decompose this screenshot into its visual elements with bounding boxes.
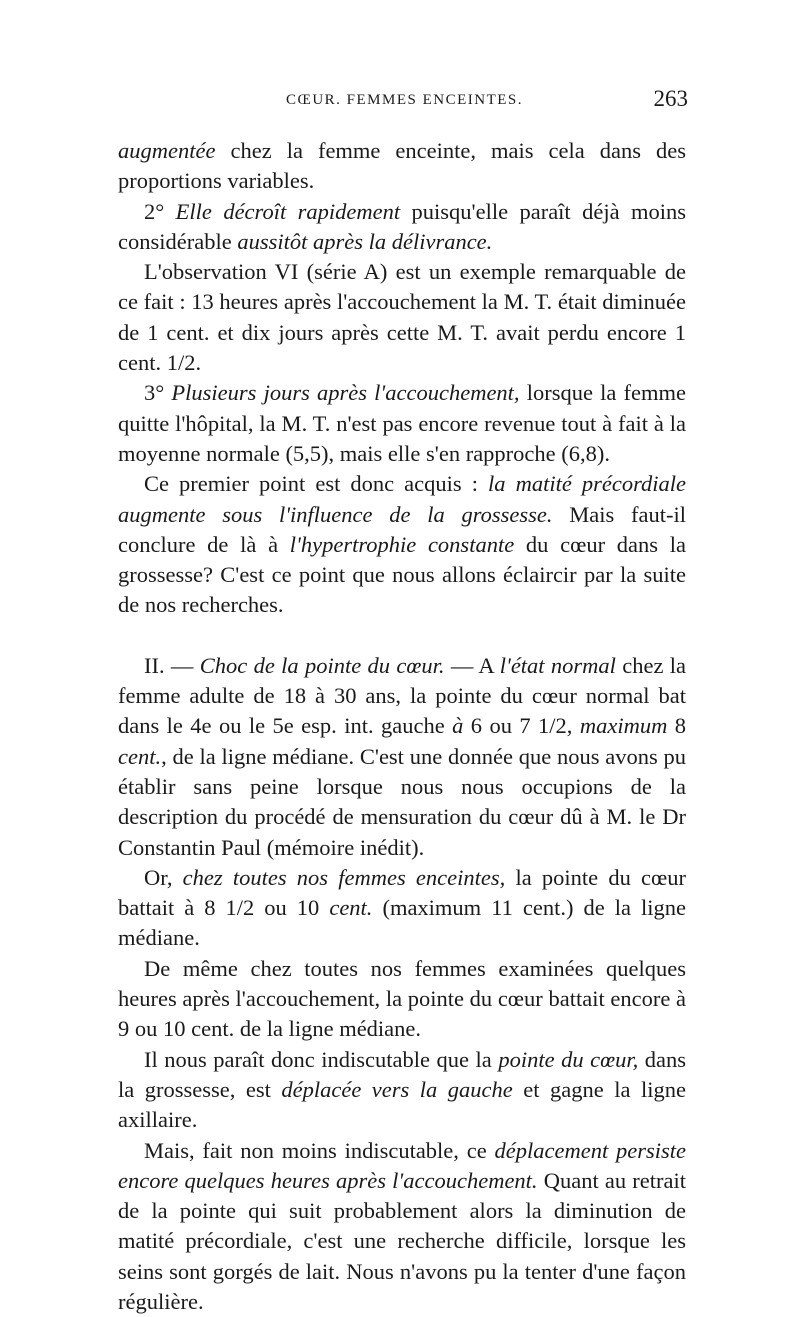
text-run: 6 ou 7 1/2, (463, 713, 579, 738)
paragraph (118, 1045, 686, 1136)
section-heading-paragraph (118, 651, 686, 863)
italic-text: déplacée vers la gauche (281, 1077, 512, 1102)
paragraph (118, 469, 686, 620)
italic-text: aussitôt après la délivrance. (237, 229, 492, 254)
text-run: dans la grossesse, est (118, 1047, 686, 1102)
text-run: Quant au retrait de la pointe qui suit probablement alors la diminution de matité précordiale, c'est une recherche difficile, lorsque les seins sont gorgés de lait. Nous n'avons pu la tenter d'une façon régulière. (118, 1168, 686, 1314)
italic-text: cent. (118, 744, 161, 769)
text-run: la pointe du cœur battait à 8 1/2 ou 10 (118, 865, 686, 920)
italic-text: Plusieurs jours après l'accouchement, (171, 380, 519, 405)
paragraph (118, 1136, 686, 1317)
paragraph (118, 863, 686, 954)
italic-text: chez toutes nos femmes enceintes, (183, 865, 506, 890)
body-text (118, 136, 686, 1317)
italic-text: Elle décroît rapidement (176, 199, 400, 224)
paragraph (118, 378, 686, 469)
text-run: Mais, fait non moins indiscutable, ce (144, 1138, 495, 1163)
paragraph (118, 136, 686, 197)
text-run: chez la femme adulte de 18 à 30 ans, la pointe du cœur normal bat dans le 4e ou le 5e esp. int. gauche (118, 653, 686, 739)
text-run: Or, (144, 865, 183, 890)
text-run: (maximum 11 cent.) de la ligne médiane. (118, 895, 686, 950)
paragraph (118, 197, 686, 258)
text-run: , de la ligne médiane. C'est une donnée que nous avons pu établir sans peine lorsque nous nous occupions de la description du procédé de mensuration du cœur dû à M. le Dr Constantin Paul (mémoire inédit). (118, 744, 686, 860)
page-number: 263 (654, 86, 689, 112)
text-run: chez la femme enceinte, mais cela dans des proportions variables. (118, 138, 686, 193)
italic-text: déplacement persiste encore quelques heures après l'accouchement. (118, 1138, 686, 1193)
italic-text: l'état normal (500, 653, 616, 678)
text-run: Ce premier point est donc acquis : (144, 471, 488, 496)
paragraph (118, 257, 686, 378)
italic-text: cent. (329, 895, 372, 920)
italic-text: augmentée (118, 138, 215, 163)
italic-text: la matité précordiale augmente sous l'influence de la grossesse. (118, 471, 686, 526)
italic-text: maximum (580, 713, 667, 738)
italic-text: Choc de la pointe du cœur. (200, 653, 445, 678)
text-run: lorsque la femme quitte l'hôpital, la M. T. n'est pas encore revenue tout à fait à la moyenne normale (5,5), mais elle s'en rapproche (6,8). (118, 380, 686, 466)
text-run: puisqu'elle paraît déjà moins considérable (118, 199, 686, 254)
italic-text: pointe du cœur, (498, 1047, 638, 1072)
text-run: du cœur dans la grossesse? C'est ce point que nous allons éclaircir par la suite de nos recherches. (118, 532, 686, 618)
page-header (118, 92, 686, 126)
text-run: II. — (144, 653, 200, 678)
italic-text: à (452, 713, 463, 738)
text-run: 8 (667, 713, 686, 738)
text-run: De même chez toutes nos femmes examinées quelques heures après l'accouchement, la pointe du cœur battait encore à 9 ou 10 cent. de la ligne médiane. (118, 956, 686, 1042)
paragraph (118, 954, 686, 1045)
text-run: — A (445, 653, 500, 678)
italic-text: l'hypertrophie constante (290, 532, 514, 557)
text-run: 2° (144, 199, 176, 224)
text-run: Mais faut-il conclure de là à (118, 502, 686, 557)
text-run: L'observation VI (série A) est un exemple remarquable de ce fait : 13 heures après l'accouchement la M. T. était diminuée de 1 cent. et dix jours après cette M. T. avait perdu encore 1 cent. 1/2. (118, 259, 686, 375)
text-run: et gagne la ligne axillaire. (118, 1077, 686, 1132)
text-run: 3° (144, 380, 171, 405)
text-run: Il nous paraît donc indiscutable que la (144, 1047, 498, 1072)
running-title: CŒUR. FEMMES ENCEINTES. (286, 92, 523, 109)
